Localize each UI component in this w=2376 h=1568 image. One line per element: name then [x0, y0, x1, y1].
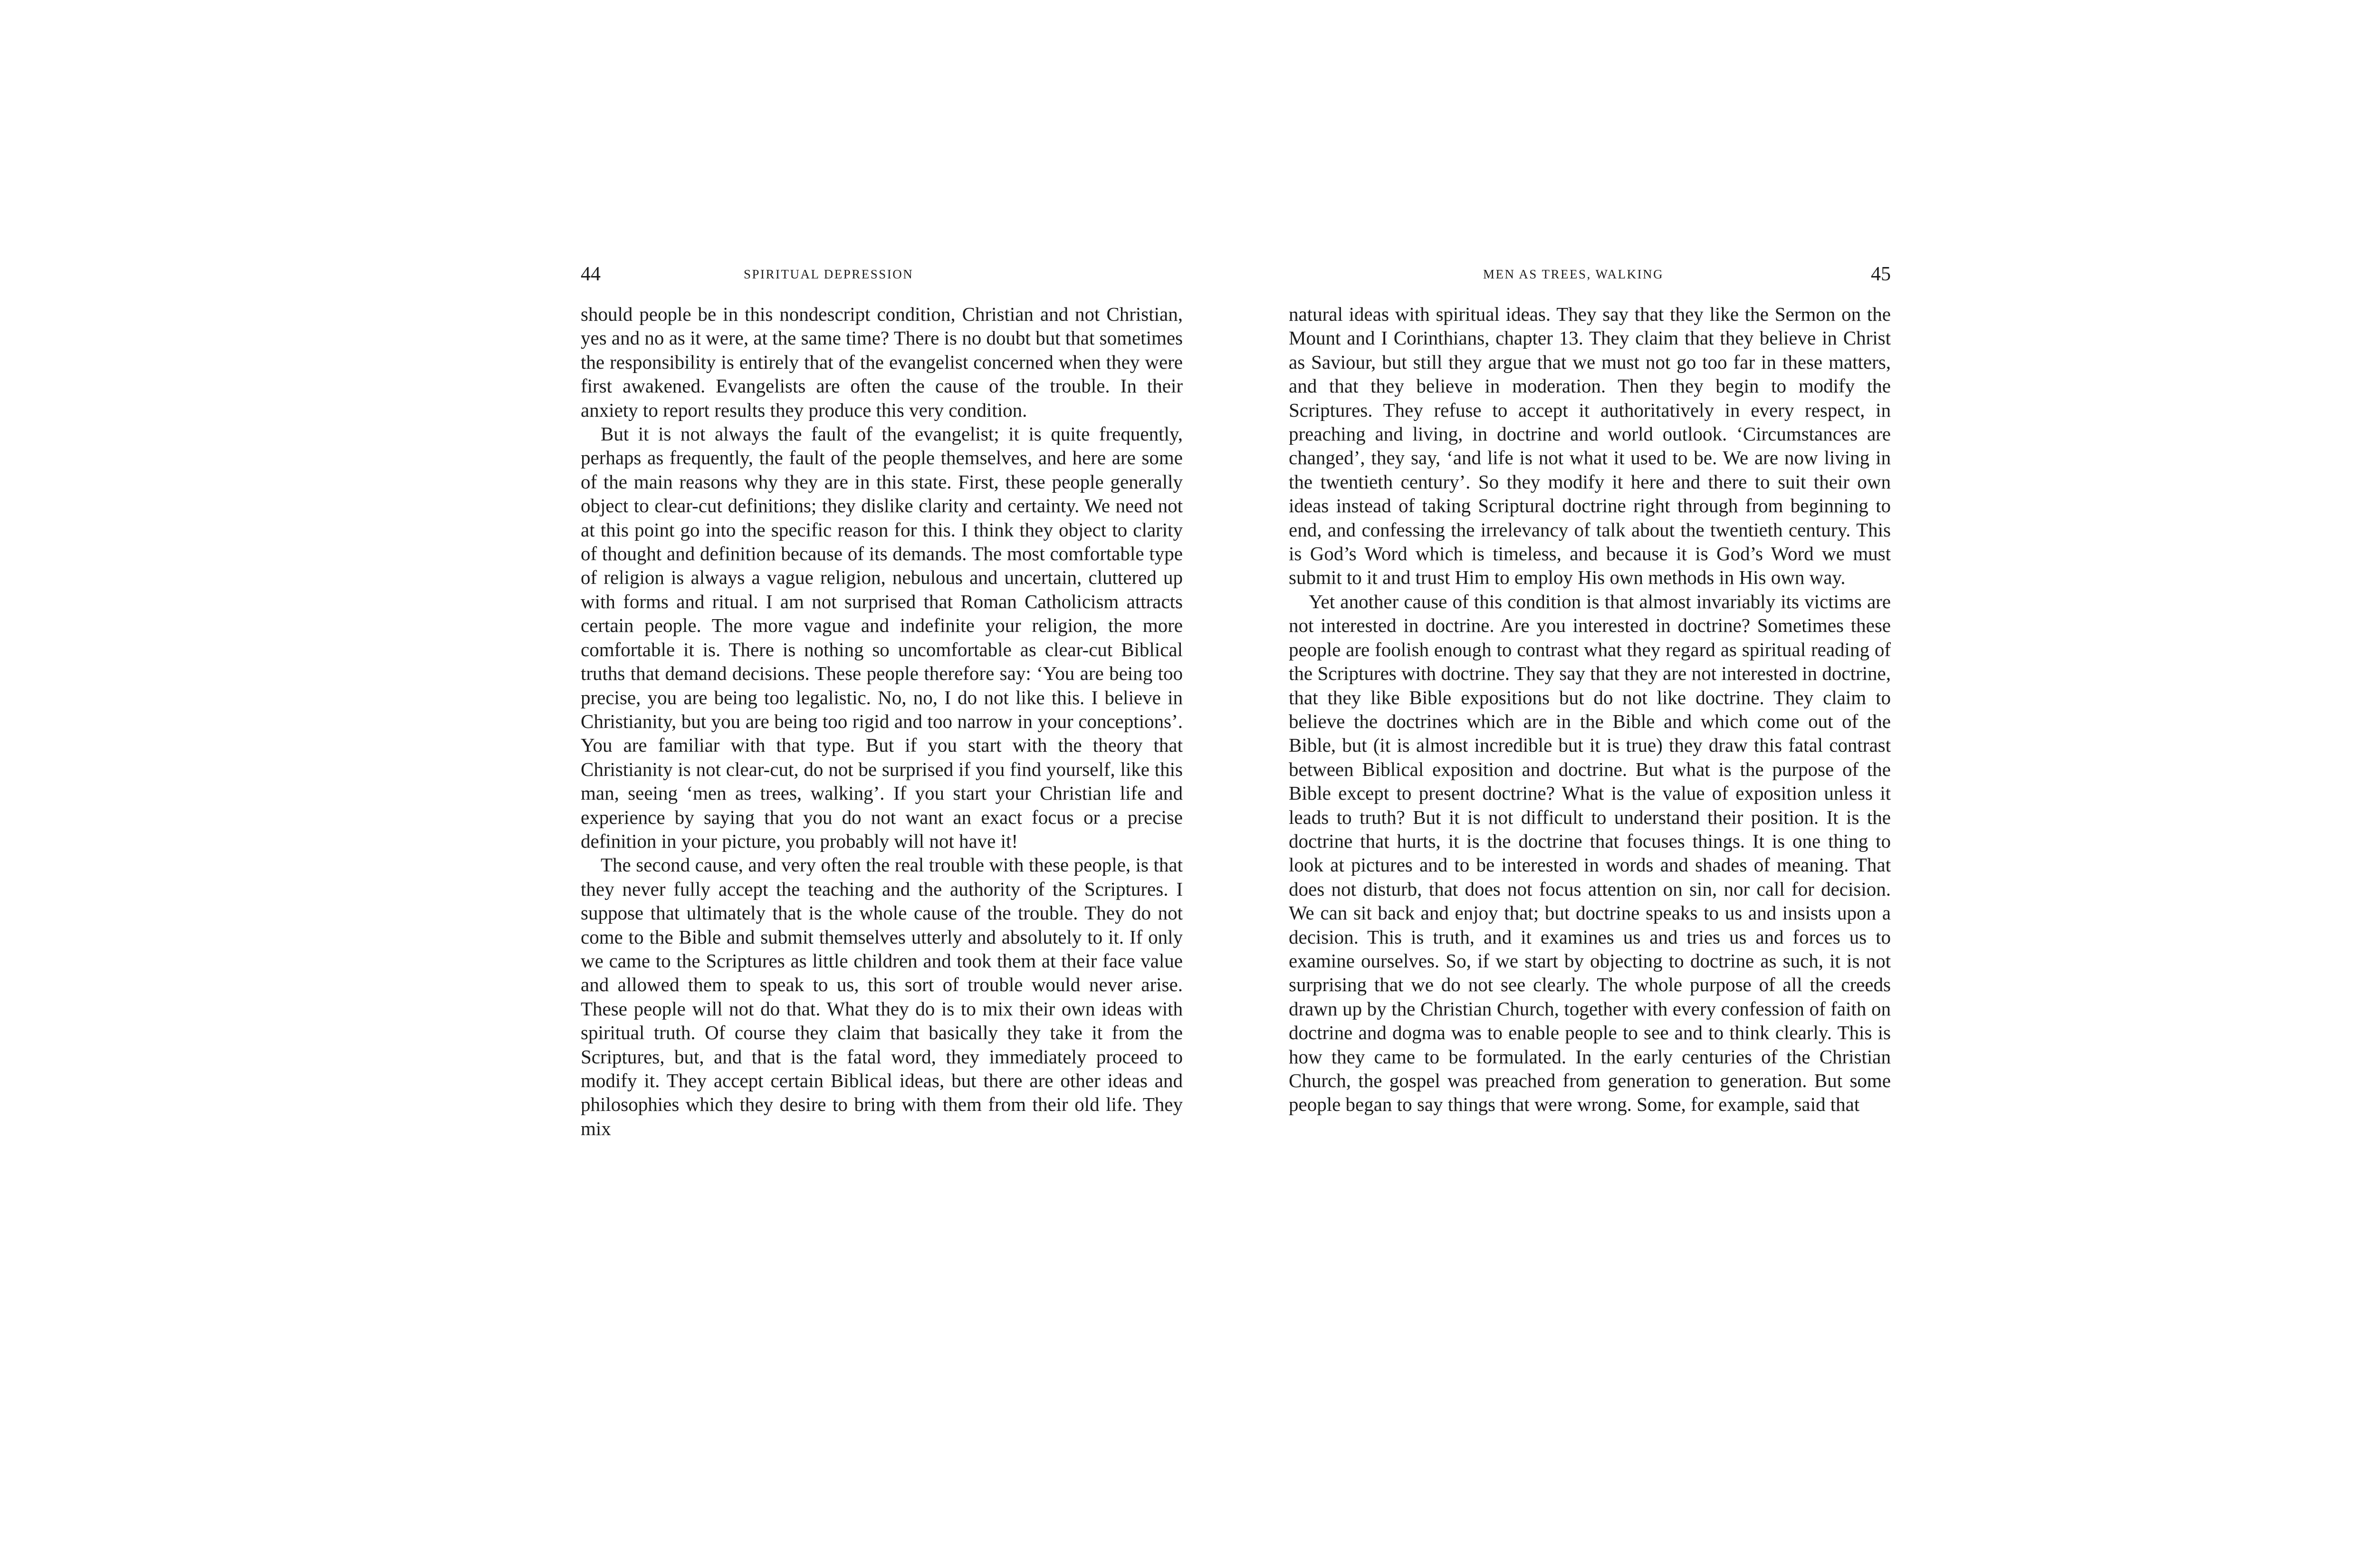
right-body-text — [1289, 302, 1891, 1117]
left-paragraph-1: should people be in this nondescript condition, Christian and not Christian, yes and no as it were, at the same time? There is no doubt but that sometimes the responsibility is entirely that of the evangelist concerned when they were first awakened. Evangelists are often the cause of the trouble. In their anxiety to report results they produce this very condition. — [581, 303, 1183, 421]
right-running-head — [1289, 260, 1891, 291]
left-page-number: 44 — [581, 263, 601, 285]
right-paragraph-2: Yet another cause of this condition is that almost invariably its victims are not interested in doctrine. Are you interested in doctrine? Sometimes these people are foolish enough to contrast what they regard as spiritual reading of the Scriptures with doctrine. They say that they are not interested in doctrine, that they like Bible expositions but do not like doctrine. They claim to believe the doctrines which are in the Bible and which come out of the Bible, but (it is almost incredible but it is true) they draw this fatal contrast between Biblical exposition and doctrine. But what is the purpose of the Bible except to present doctrine? What is the value of exposition unless it leads to truth? But it is not difficult to understand their position. It is the doctrine that hurts, it is the doctrine that focuses things. It is one thing to look at pictures and to be interested in words and shades of meaning. That does not disturb, that does not focus attention on sin, nor call for decision. We can sit back and enjoy that; but doctrine speaks to us and insists upon a decision. This is truth, and it examines us and tries us and forces us to examine ourselves. So, if we start by objecting to doctrine as such, it is not surprising that we do not see clearly. The whole purpose of all the creeds drawn up by the Christian Church, together with every confession of faith on doctrine and dogma was to enable people to see and to think clearly. This is how they came to be formulated. In the early centuries of the Christian Church, the gospel was preached from generation to generation. But some people began to say things that were wrong. Some, for example, said that — [1289, 590, 1891, 1116]
left-page — [581, 260, 1183, 1140]
left-paragraph-3: The second cause, and very often the real trouble with these people, is that they never fully accept the teaching and the authority of the Scriptures. I suppose that ultimately that is the whole cause of the trouble. They do not come to the Bible and submit themselves utterly and absolutely to it. If only we came to the Scriptures as little children and took them at their face value and allowed them to speak to us, this sort of trouble would never arise. These people will not do that. What they do is to mix their own ideas with spiritual truth. Of course they claim that basically they take it from the Scriptures, but, and that is the fatal word, they immediately proceed to modify it. They accept certain Biblical ideas, but there are other ideas and philosophies which they desire to bring with them from their old life. They mix — [581, 854, 1183, 1139]
right-page-number: 45 — [1871, 263, 1891, 285]
left-running-title: SPIRITUAL DEPRESSION — [744, 267, 914, 281]
left-body-text — [581, 302, 1183, 1140]
right-running-title: MEN AS TREES, WALKING — [1483, 267, 1664, 281]
left-running-head — [581, 260, 1183, 291]
left-paragraph-2: But it is not always the fault of the evangelist; it is quite frequently, perhaps as frequently, the fault of the people themselves, and here are some of the main reasons why they are in this state. First, these people generally object to clear-cut definitions; they dislike clarity and certainty. We need not at this point go into the specific reason for this. I think they object to clarity of thought and definition because of its demands. The most comfortable type of religion is always a vague religion, nebulous and uncertain, cluttered up with forms and ritual. I am not surprised that Roman Catholicism attracts certain people. The more vague and indefinite your religion, the more comfortable it is. There is nothing so uncomfortable as clear-cut Biblical truths that demand decisions. These people therefore say: ‘You are being too precise, you are being too legalistic. No, no, I do not like this. I believe in Christianity, but you are being too rigid and too narrow in your conceptions’. You are familiar with that type. But if you start with the theory that Christianity is not clear-cut, do not be surprised if you find yourself, like this man, seeing ‘men as trees, walking’. If you start your Christian life and experience by saying that you do not want an exact focus or a precise definition in your picture, you probably will not have it! — [581, 423, 1183, 852]
right-paragraph-1: natural ideas with spiritual ideas. They say that they like the Sermon on the Mount and I Corinthians, chapter 13. They claim that they believe in Christ as Saviour, but still they argue that we must not go too far in these matters, and that they believe in moderation. Then they begin to modify the Scriptures. They refuse to accept it authoritatively in every respect, in preaching and living, in doctrine and world outlook. ‘Circumstances are changed’, they say, ‘and life is not what it used to be. We are now living in the twentieth century’. So they modify it here and there to suit their own ideas instead of taking Scriptural doctrine right through from beginning to end, and confessing the irrelevancy of talk about the twentieth century. This is God’s Word which is timeless, and because it is God’s Word we must submit to it and trust Him to employ His own methods in His own way. — [1289, 303, 1891, 589]
right-page — [1289, 260, 1891, 1117]
